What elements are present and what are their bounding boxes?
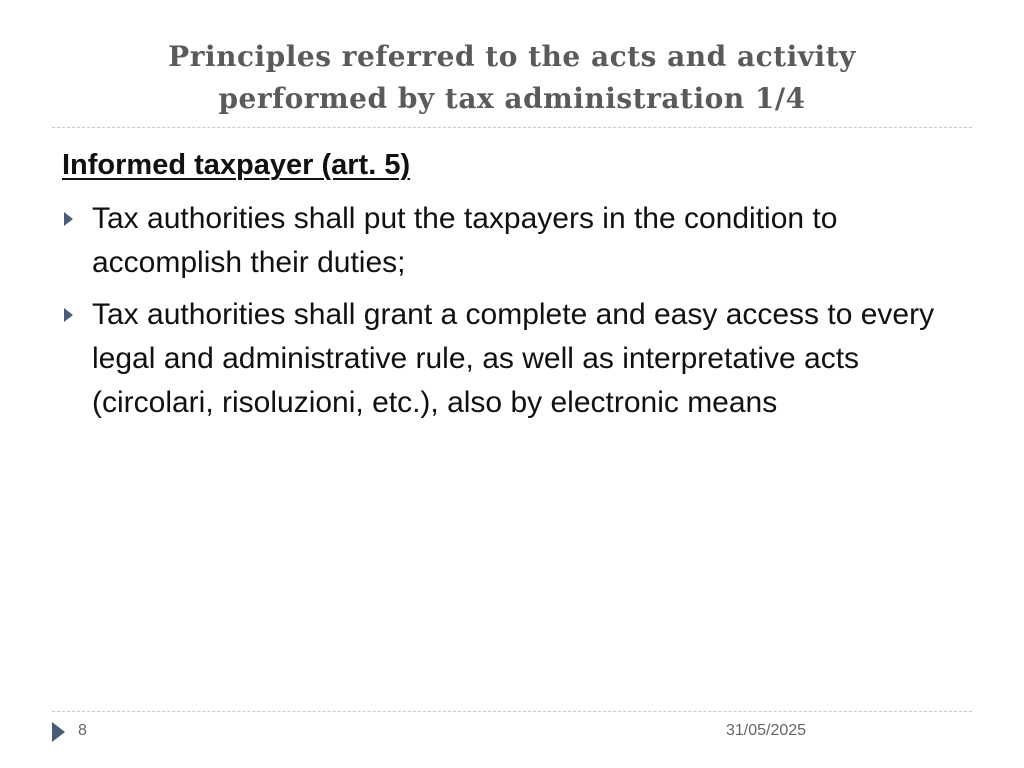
bullet-text-2: Tax authorities shall grant a complete and easy access to every legal and administrative rule, as well as interpretative acts (circolari, risoluzioni, etc.), also by electronic means xyxy=(92,298,935,419)
triangle-right-icon xyxy=(64,308,73,322)
triangle-right-icon xyxy=(52,722,65,742)
bullet-list xyxy=(62,197,962,425)
bullet-item-2 xyxy=(62,293,962,425)
bullet-item-1 xyxy=(62,197,962,285)
triangle-right-icon xyxy=(64,212,73,226)
bullet-text-1: Tax authorities shall put the taxpayers in the condition to accomplish their duties; xyxy=(92,202,838,279)
footer-divider xyxy=(52,711,972,712)
slide-title-line-2: performed by tax administration 1/4 xyxy=(218,82,806,115)
slide-content xyxy=(62,145,962,425)
title-divider xyxy=(52,127,972,128)
page-number: 8 xyxy=(78,722,87,739)
footer-date: 31/05/2025 xyxy=(726,722,807,739)
slide-title-line-1: Principles referred to the acts and activity xyxy=(168,40,856,73)
slide-title xyxy=(60,36,964,120)
section-heading: Informed taxpayer (art. 5) xyxy=(62,149,411,181)
